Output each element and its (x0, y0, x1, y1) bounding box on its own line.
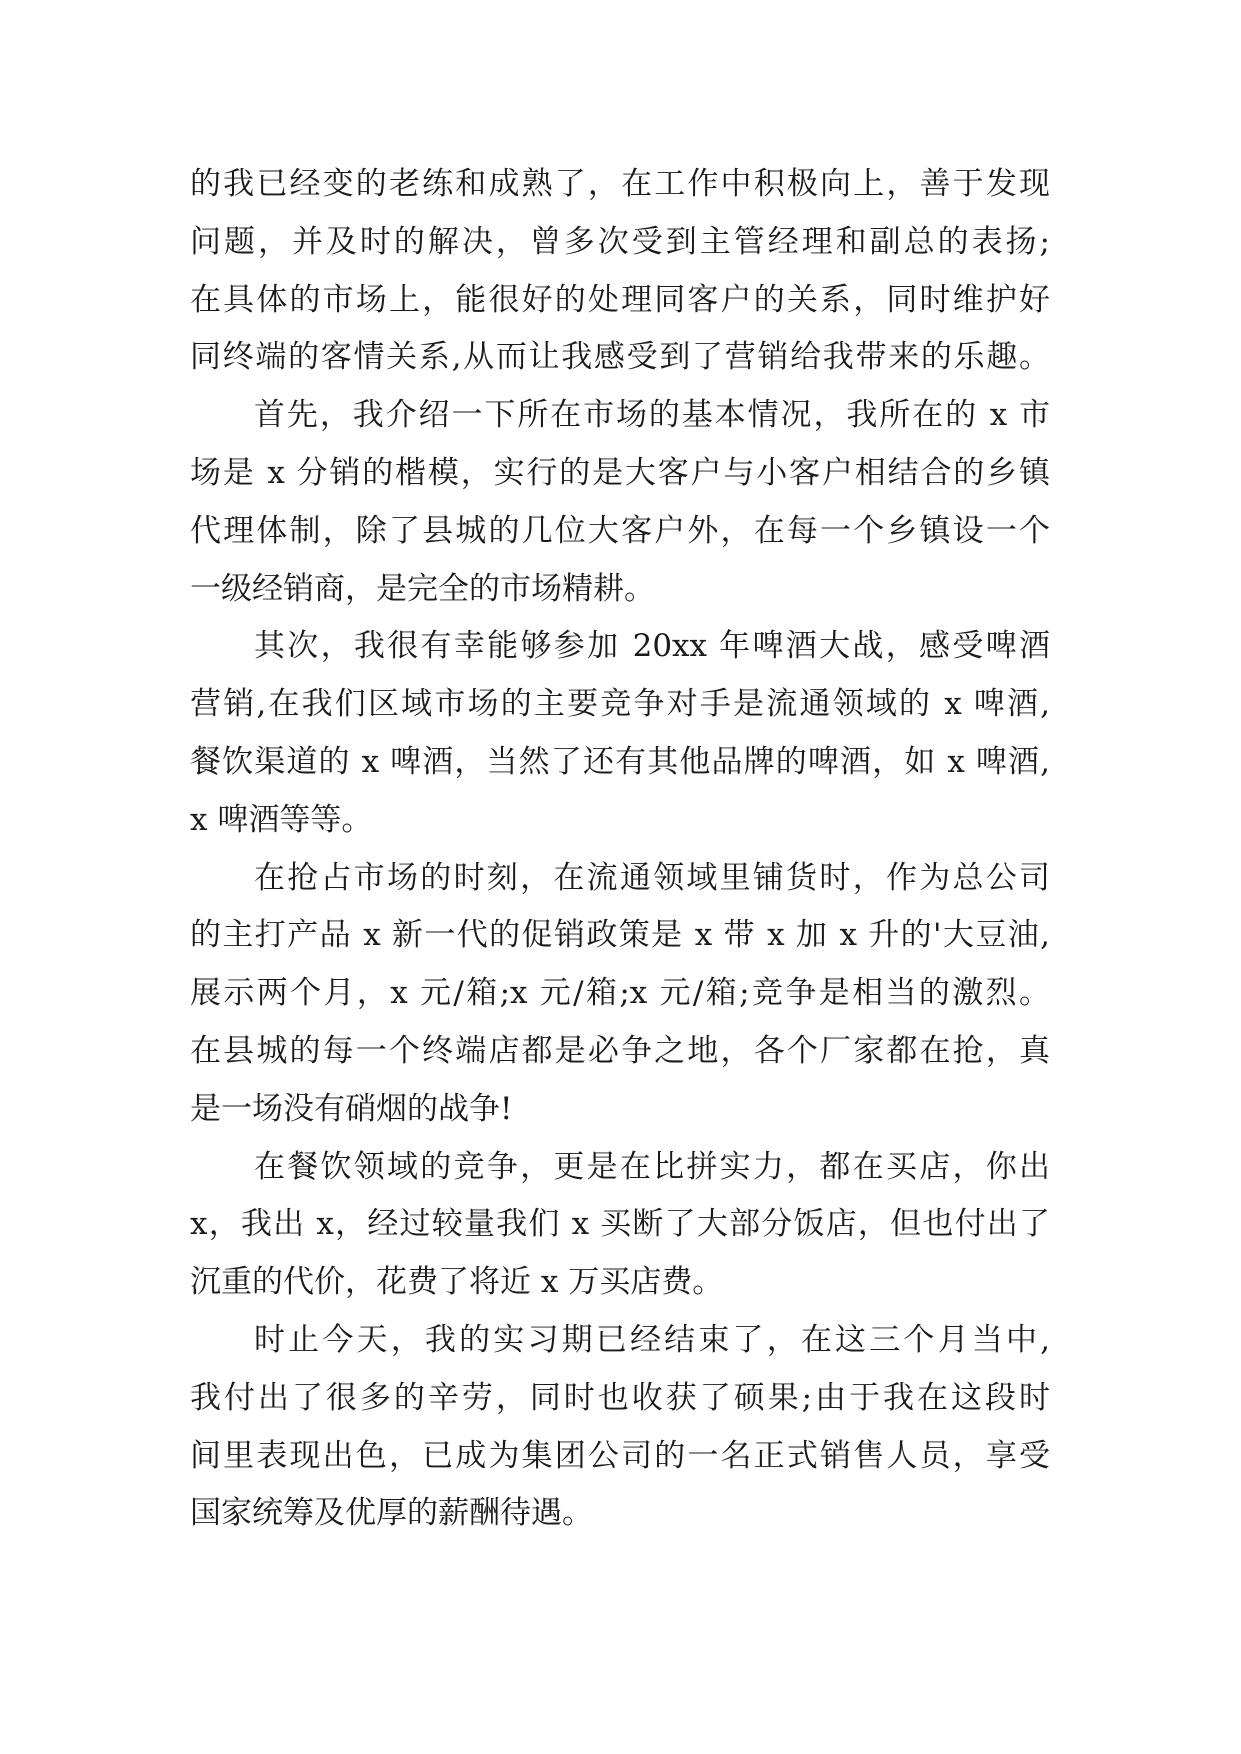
text-line: x，我出 x，经过较量我们 x 买断了大部分饭店，但也付出了 (190, 1206, 1050, 1243)
body-text (190, 156, 1050, 1543)
text-line: 时止今天，我的实习期已经结束了，在这三个月当中, (254, 1321, 1050, 1358)
text-line: 其次，我很有幸能够参加 20xx 年啤酒大战，感受啤酒 (254, 628, 1050, 665)
text-line: 餐饮渠道的 x 啤酒，当然了还有其他品牌的啤酒，如 x 啤酒, (190, 743, 1050, 780)
paragraph-3 (190, 618, 1050, 849)
text-line: 代理体制，除了县城的几位大客户外，在每一个乡镇设一个 (190, 512, 1050, 549)
text-line: 间里表现出色，已成为集团公司的一名正式销售人员，享受 (190, 1437, 1050, 1474)
text-line: 是一场没有硝烟的战争! (190, 1090, 513, 1127)
text-line: 场是 x 分销的楷模，实行的是大客户与小客户相结合的乡镇 (190, 454, 1050, 491)
text-line: 国家统筹及优厚的薪酬待遇。 (190, 1495, 593, 1532)
paragraph-6 (190, 1312, 1050, 1543)
text-line: 营销,在我们区域市场的主要竞争对手是流通领域的 x 啤酒, (190, 686, 1050, 723)
paragraph-1 (190, 156, 1050, 387)
paragraph-2 (190, 387, 1050, 618)
text-line: 首先，我介绍一下所在市场的基本情况，我所在的 x 市 (254, 397, 1050, 434)
text-line: 在餐饮领域的竞争，更是在比拼实力，都在买店，你出 (254, 1148, 1050, 1185)
text-line: 展示两个月，x 元/箱;x 元/箱;x 元/箱;竞争是相当的激烈。 (190, 975, 1050, 1012)
paragraph-5 (190, 1139, 1050, 1312)
text-line: 的我已经变的老练和成熟了，在工作中积极向上，善于发现 (190, 166, 1050, 202)
text-line: 一级经销商，是完全的市场精耕。 (190, 570, 655, 607)
text-line: x 啤酒等等。 (190, 801, 373, 838)
paragraph-4 (190, 850, 1050, 1139)
text-line: 同终端的客情关系,从而让我感受到了营销给我带来的乐趣。 (190, 339, 1050, 376)
text-line: 在抢占市场的时刻，在流通领域里铺货时，作为总公司 (254, 859, 1050, 896)
text-line: 沉重的代价，花费了将近 x 万买店费。 (190, 1264, 724, 1301)
text-line: 我付出了很多的辛劳，同时也收获了硕果;由于我在这段时 (190, 1379, 1050, 1416)
text-line: 的主打产品 x 新一代的促销政策是 x 带 x 加 x 升的'大豆油, (190, 917, 1050, 954)
text-line: 在县城的每一个终端店都是必争之地，各个厂家都在抢，真 (190, 1032, 1050, 1069)
text-line: 问题，并及时的解决，曾多次受到主管经理和副总的表扬; (190, 223, 1050, 260)
text-line: 在具体的市场上，能很好的处理同客户的关系，同时维护好 (190, 281, 1050, 318)
